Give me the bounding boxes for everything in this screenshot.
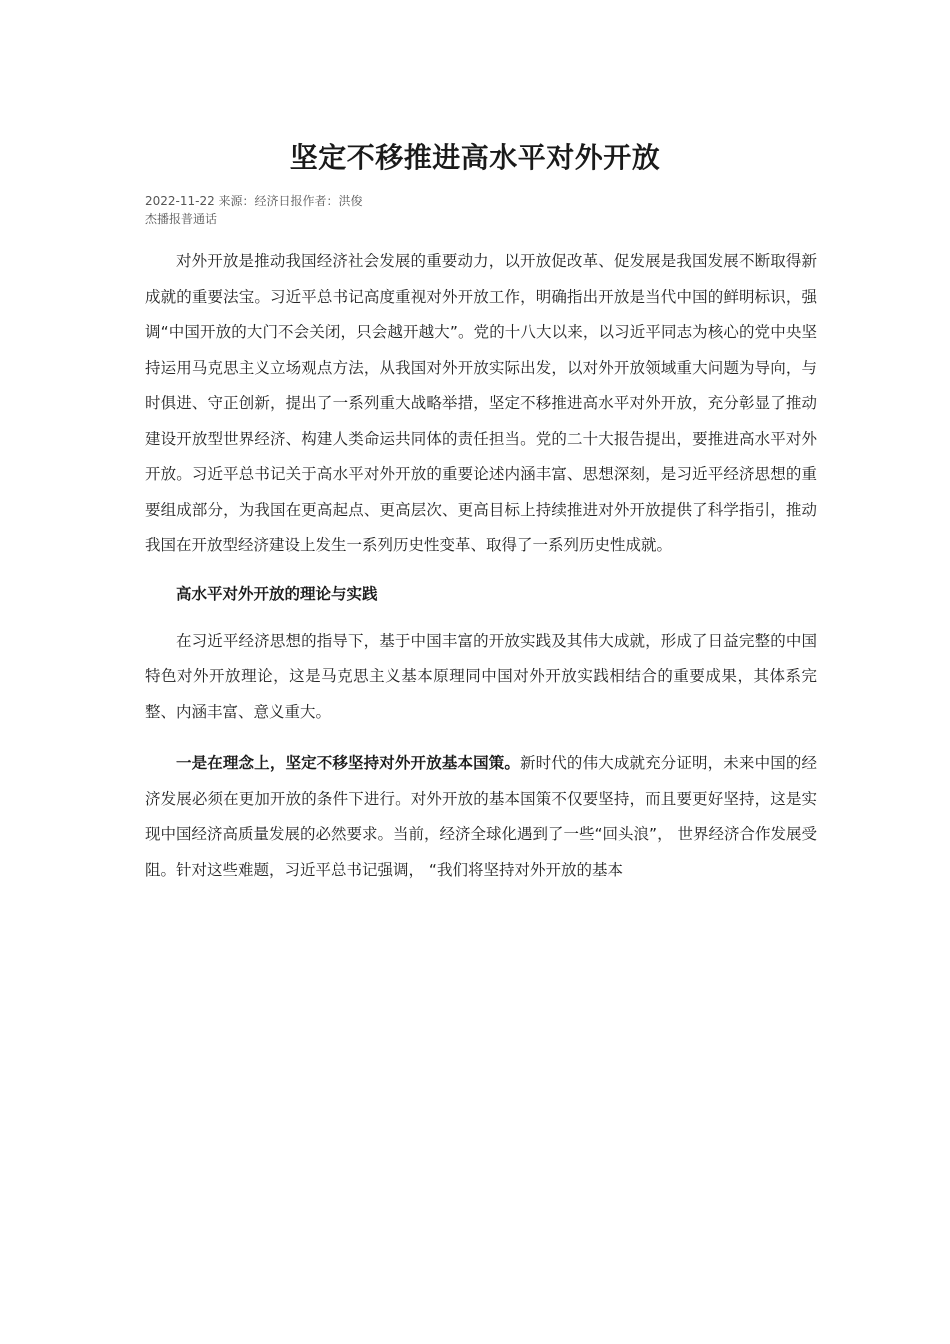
paragraph-intro: 对外开放是推动我国经济社会发展的重要动力，以开放促改革、促发展是我国发展不断取得新成就的重要法宝。习近平总书记高度重视对外开放工作，明确指出开放是当代中国的鲜明标识，强调“中国开放的大门不会关闭，只会越开越大”。党的十八大以来，以习近平同志为核心的党中央坚持运用马克思主义立场观点方法，从我国对外开放实际出发，以对外开放领域重大问题为导向，与时俱进、守正创新，提出了一系列重大战略举措，坚定不移推进高水平对外开放，充分彰显了推动建设开放型世界经济、构建人类命运共同体的责任担当。党的二十大报告提出，要推进高水平对外开放。习近平总书记关于高水平对外开放的重要论述内涵丰富、思想深刻，是习近平经济思想的重要组成部分，为我国在更高起点、更高层次、更高目标上持续推进对外开放提供了科学指引，推动我国在开放型经济建设上发生一系列历史性变革、取得了一系列历史性成就。: [145, 252, 817, 554]
paragraph-theory: 在习近平经济思想的指导下，基于中国丰富的开放实践及其伟大成就，形成了日益完整的中国特色对外开放理论，这是马克思主义基本原理同中国对外开放实践相结合的重要成果，其体系完整、内涵丰富、意义重大。: [145, 631, 817, 721]
section-heading: 高水平对外开放的理论与实践: [176, 584, 378, 603]
article-body: [145, 244, 817, 888]
article-meta: [145, 192, 445, 228]
article-date-source-author: 2022-11-22 来源：经济日报作者：洪俊: [145, 194, 363, 208]
paragraph-lead-bold: 一是在理念上，坚定不移坚持对外开放基本国策。: [176, 754, 521, 772]
audio-broadcast-link[interactable]: 杰播报普通话: [145, 212, 218, 226]
paragraph-body: 新时代的伟大成就充分证明，未来中国的经济发展必须在更加开放的条件下进行。对外开放的基本国策不仅要坚持，而且要更好坚持，这是实现中国经济高质量发展的必然要求。当前，经济全球化遇到了一些“回头浪”， 世界经济合作发展受阻。针对这些难题，习近平总书记强调， “我们将坚持对外开放的基本: [145, 754, 817, 879]
article-title: 坚定不移推进高水平对外开放: [289, 141, 661, 174]
paragraph-point-one: [145, 746, 817, 888]
